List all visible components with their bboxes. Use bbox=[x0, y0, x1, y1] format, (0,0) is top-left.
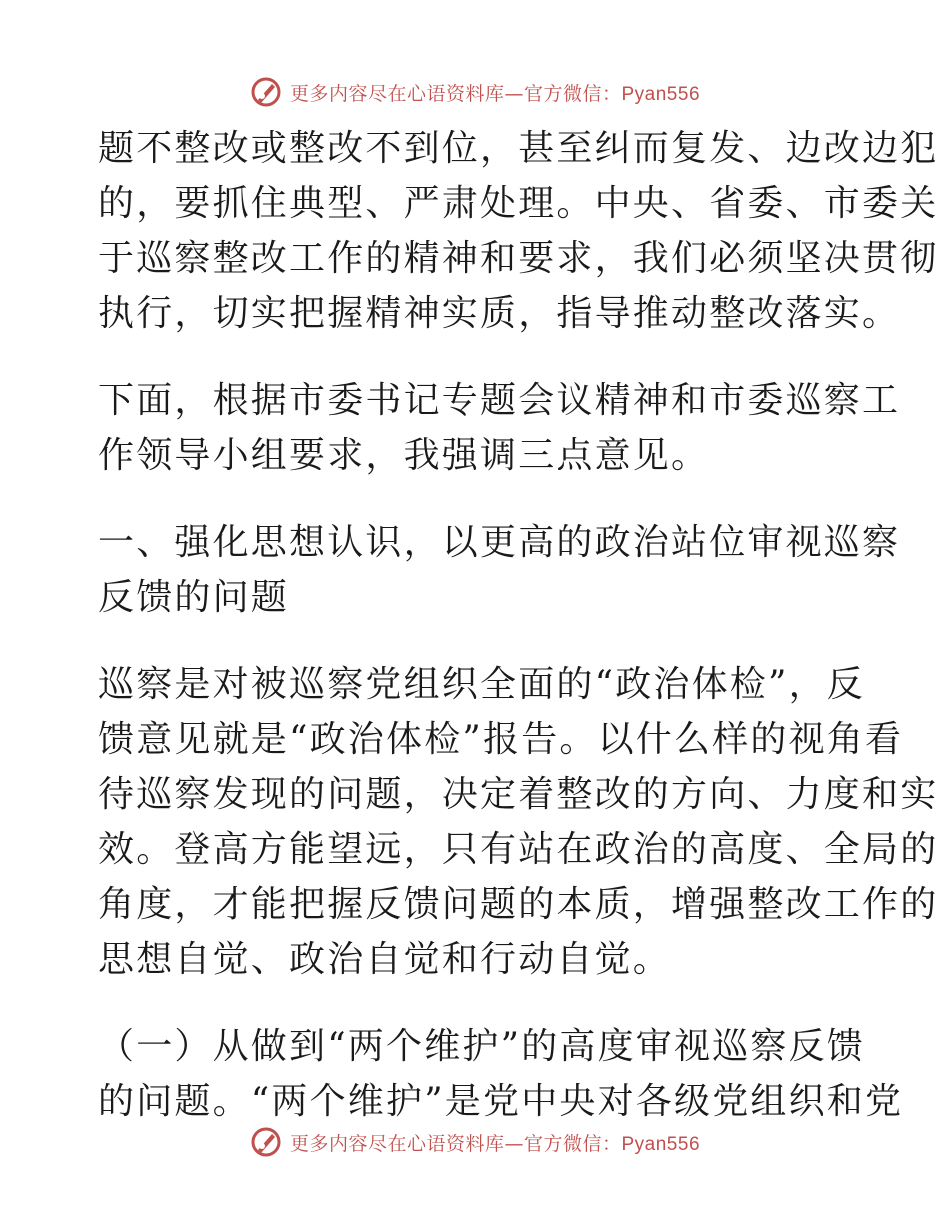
text-line: 的问题。“两个维护”是党中央对各级党组织和党 bbox=[98, 1081, 904, 1122]
text-line: 下面，根据市委书记专题会议精神和市委巡察工 bbox=[98, 380, 901, 421]
text-line: 执行，切实把握精神实质，指导推动整改落实。 bbox=[98, 293, 901, 334]
text-line: 待巡察发现的问题，决定着整改的方向、力度和实 bbox=[98, 774, 939, 815]
watermark-text bbox=[290, 79, 700, 106]
watermark-official-label: 官方微信： bbox=[523, 82, 622, 105]
footer-watermark bbox=[0, 1122, 950, 1162]
watermark-site-name: 更多内容尽在心语资料库 bbox=[289, 82, 505, 105]
subsection-paragraph-1 bbox=[98, 1019, 904, 1129]
header-watermark bbox=[0, 72, 950, 112]
heading-line: 一、强化思想认识，以更高的政治站位审视巡察 bbox=[98, 522, 901, 563]
heading-line: 反馈的问题 bbox=[98, 577, 290, 618]
watermark-text bbox=[290, 1129, 700, 1156]
text-line: 角度，才能把握反馈问题的本质，增强整改工作的 bbox=[98, 884, 939, 925]
text-line: 于巡察整改工作的精神和要求，我们必须坚决贯彻 bbox=[98, 238, 939, 279]
text-line: 巡察是对被巡察党组织全面的“政治体检”，反 bbox=[98, 664, 866, 705]
watermark-official-label: 官方微信： bbox=[523, 1132, 622, 1155]
paragraph-3 bbox=[98, 657, 939, 987]
text-line: 效。登高方能望远，只有站在政治的高度、全局的 bbox=[98, 829, 939, 870]
text-line: 馈意见就是“政治体检”报告。以什么样的视角看 bbox=[98, 719, 904, 760]
watermark-wechat-id: Pyan556 bbox=[621, 83, 701, 105]
watermark-dash: — bbox=[504, 82, 524, 105]
text-line: （一）从做到“两个维护”的高度审视巡察反馈 bbox=[98, 1026, 866, 1067]
pen-logo-icon bbox=[250, 1126, 282, 1158]
section-heading-1 bbox=[98, 515, 901, 625]
watermark-site-name: 更多内容尽在心语资料库 bbox=[289, 1132, 505, 1155]
text-line: 作领导小组要求，我强调三点意见。 bbox=[98, 435, 710, 476]
text-line: 题不整改或整改不到位，甚至纠而复发、边改边犯 bbox=[98, 128, 939, 169]
text-line: 思想自觉、政治自觉和行动自觉。 bbox=[98, 939, 672, 980]
paragraph-2 bbox=[98, 373, 901, 483]
text-line: 的，要抓住典型、严肃处理。中央、省委、市委关 bbox=[98, 183, 939, 224]
document-body bbox=[98, 121, 939, 1129]
pen-logo-icon bbox=[250, 76, 282, 108]
paragraph-1 bbox=[98, 121, 939, 341]
watermark-wechat-id: Pyan556 bbox=[621, 1133, 701, 1155]
watermark-dash: — bbox=[504, 1132, 524, 1155]
